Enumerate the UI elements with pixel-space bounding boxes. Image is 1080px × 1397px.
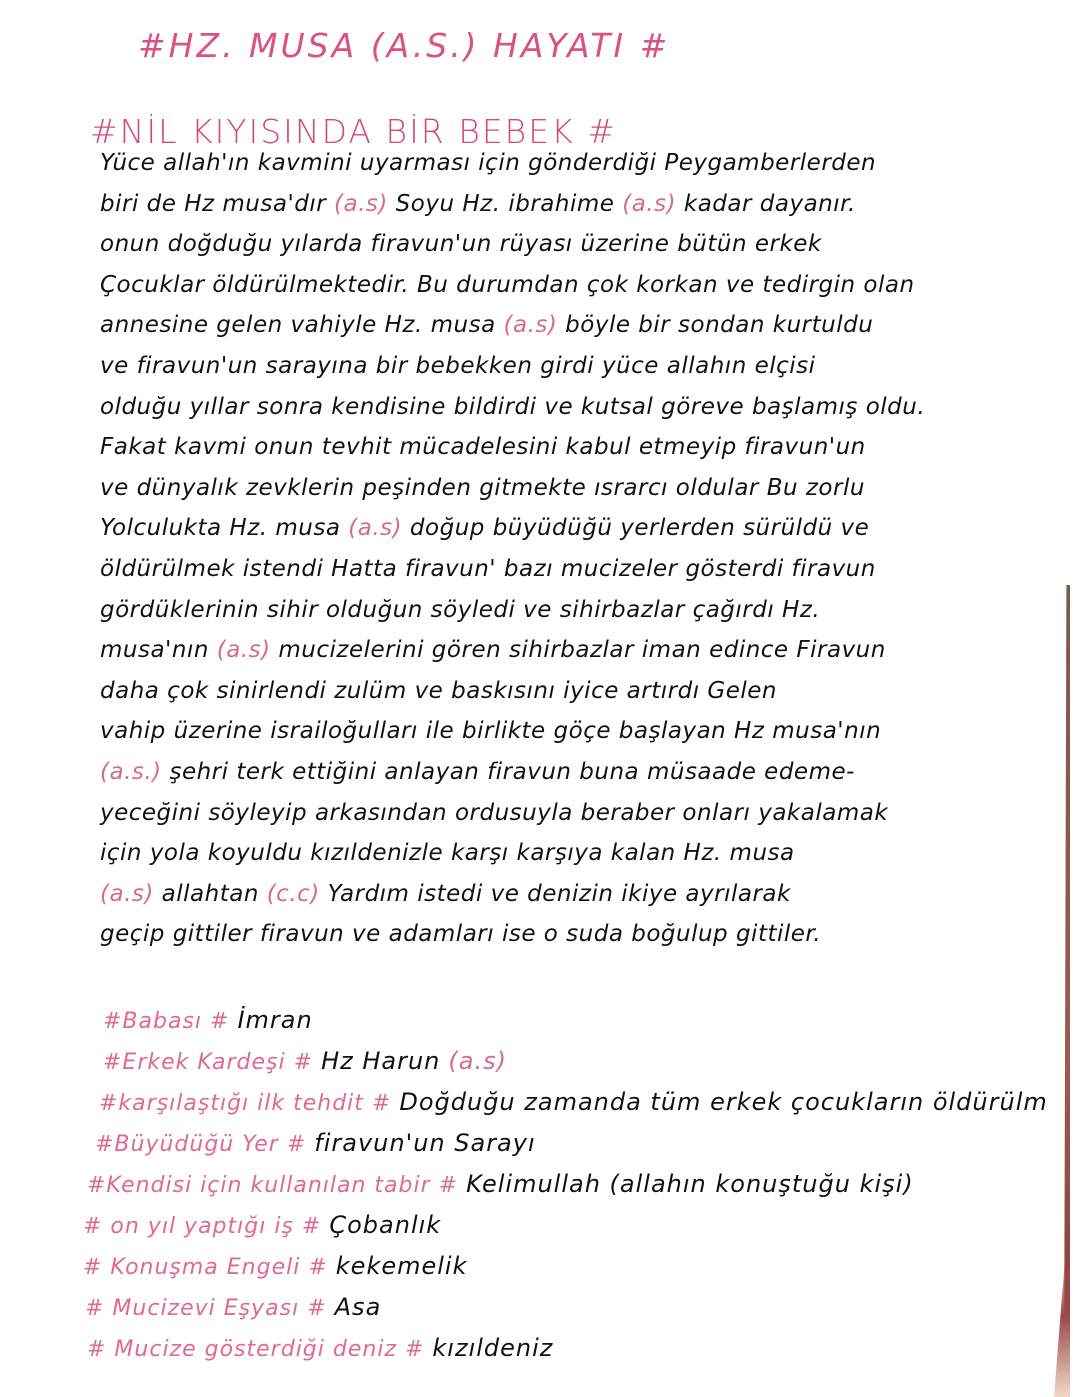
fact-item xyxy=(87,1164,1015,1205)
paragraph-line xyxy=(100,184,1000,225)
text-segment: biri de Hz musa'dır xyxy=(100,190,335,217)
paragraph-line xyxy=(100,874,1000,915)
paragraph-line xyxy=(100,305,1000,346)
text-segment: geçip gittiler firavun ve adamları ise o suda boğulup gittiler. xyxy=(100,921,822,948)
text-segment: ve firavun'un sarayına bir bebekken girdi yüce allahın elçisi xyxy=(100,352,816,379)
paper-edge-shadow xyxy=(1010,585,1080,1397)
text-segment: allahtan xyxy=(153,880,267,907)
fact-label: #Kendisi için kullanılan tabir # xyxy=(87,1173,459,1198)
fact-value: kızıldeniz xyxy=(432,1334,554,1362)
honorific-annotation: (a.s) xyxy=(334,190,388,217)
fact-value: Asa xyxy=(334,1293,382,1321)
fact-value: İmran xyxy=(237,1006,313,1034)
text-segment: Fakat kavmi onun tevhit mücadelesini kabul etmeyip firavun'un xyxy=(100,434,866,461)
paragraph-line xyxy=(100,387,1000,428)
text-segment: ve dünyalık zevklerin peşinden gitmekte ısrarcı oldular Bu zorlu xyxy=(100,474,865,501)
facts-list xyxy=(83,1000,1048,1369)
fact-value: Doğduğu zamanda tüm erkek çocukların öldürülm xyxy=(399,1088,1048,1116)
text-segment: olduğu yıllar sonra kendisine bildirdi ve kutsal göreve başlamış oldu. xyxy=(100,393,926,420)
fact-item xyxy=(95,1123,1015,1164)
fact-label: # Mucizevi Eşyası # xyxy=(85,1296,327,1321)
paragraph-line xyxy=(100,630,1000,671)
text-segment: öldürülmek istendi Hatta firavun' bazı mucizeler gösterdi firavun xyxy=(100,555,876,582)
paragraph-line xyxy=(100,346,1000,387)
honorific-annotation: (c.c) xyxy=(266,880,320,907)
text-segment: yeceğini söyleyip arkasından ordusuyla beraber onları yakalamak xyxy=(100,799,889,826)
paragraph-line xyxy=(100,508,1000,549)
honorific-annotation: (a.s) xyxy=(348,515,403,542)
text-segment: böyle bir sondan kurtuldu xyxy=(557,312,874,339)
section-heading: #NİL KIYISINDA BİR BEBEK # xyxy=(90,112,617,151)
text-segment: Yolculukta Hz. musa xyxy=(100,515,349,542)
honorific-annotation: (a.s) xyxy=(448,1047,507,1075)
fact-value: kekemelik xyxy=(335,1252,468,1280)
text-segment: gördüklerinin sihir olduğun söyledi ve sihirbazlar çağırdı Hz. xyxy=(100,596,821,623)
paragraph-line xyxy=(100,671,1000,712)
honorific-annotation: (a.s) xyxy=(503,312,558,339)
fact-label: #Babası # xyxy=(103,1009,230,1034)
fact-item xyxy=(95,1041,1015,1082)
paragraph-line xyxy=(100,427,1000,468)
fact-value: Çobanlık xyxy=(329,1211,442,1239)
text-segment: Çocuklar öldürülmektedir. Bu durumdan çok korkan ve tedirgin olan xyxy=(100,271,915,298)
honorific-annotation: (a.s) xyxy=(100,880,154,907)
text-segment: onun doğduğu yılarda firavun'un rüyası üzerine bütün erkek xyxy=(100,231,822,258)
fact-label: # Mucize gösterdiği deniz # xyxy=(87,1337,425,1362)
fact-value: Hz Harun xyxy=(321,1047,441,1075)
fact-item xyxy=(83,1246,1015,1287)
paragraph-line xyxy=(100,224,1000,265)
fact-label: #karşılaştığı ilk tehdit # xyxy=(99,1091,392,1116)
text-segment: Yüce allah'ın kavmini uyarması için gönderdiği Peygamberlerden xyxy=(100,150,877,176)
text-segment: için yola koyuldu kızıldenizle karşı karşıya kalan Hz. musa xyxy=(100,840,795,867)
text-segment: vahip üzerine israiloğulları ile birlikte göçe başlayan Hz musa'nın xyxy=(100,718,882,745)
paragraph-line xyxy=(100,793,1000,834)
text-segment: musa'nın xyxy=(100,637,217,664)
text-segment: mucizelerini gören sihirbazlar iman edince Firavun xyxy=(270,637,886,664)
fact-item xyxy=(83,1205,1015,1246)
paragraph-line xyxy=(100,914,1000,955)
paragraph-line xyxy=(100,711,1000,752)
fact-item xyxy=(87,1328,1015,1369)
paragraph-line xyxy=(100,265,1000,306)
fact-label: #Büyüdüğü Yer # xyxy=(95,1132,307,1157)
text-segment: kadar dayanır. xyxy=(676,190,856,217)
paragraph-line xyxy=(100,752,1000,793)
page-title: #HZ. MUSA (A.S.) HAYATI # xyxy=(138,26,671,65)
paragraph-line xyxy=(100,549,1000,590)
fact-item xyxy=(95,1000,1015,1041)
story-paragraph xyxy=(100,143,1000,955)
paragraph-line xyxy=(100,143,1000,184)
text-segment: annesine gelen vahiyle Hz. musa xyxy=(100,312,504,339)
honorific-annotation: (a.s) xyxy=(622,190,677,217)
honorific-annotation: (a.s.) xyxy=(100,758,162,785)
paragraph-line xyxy=(100,590,1000,631)
fact-label: #Erkek Kardeşi # xyxy=(103,1050,314,1075)
text-segment: Soyu Hz. ibrahime xyxy=(387,190,623,217)
fact-label: # Konuşma Engeli # xyxy=(83,1255,328,1280)
text-segment: Yardım istedi ve denizin ikiye ayrılarak xyxy=(319,880,791,907)
paragraph-line xyxy=(100,468,1000,509)
text-segment: daha çok sinirlendi zulüm ve baskısını iyice artırdı Gelen xyxy=(100,677,777,704)
fact-label: # on yıl yaptığı iş # xyxy=(83,1214,322,1239)
fact-value: firavun'un Sarayı xyxy=(314,1129,536,1157)
fact-item xyxy=(95,1082,1048,1123)
fact-value: Kelimullah (allahın konuştuğu kişi) xyxy=(466,1170,914,1198)
text-segment: doğup büyüdüğü yerlerden sürüldü ve xyxy=(402,515,870,542)
honorific-annotation: (a.s) xyxy=(216,637,271,664)
text-segment: şehri terk ettiğini anlayan firavun buna müsaade edeme- xyxy=(161,758,855,785)
fact-item xyxy=(85,1287,1015,1328)
paragraph-line xyxy=(100,833,1000,874)
